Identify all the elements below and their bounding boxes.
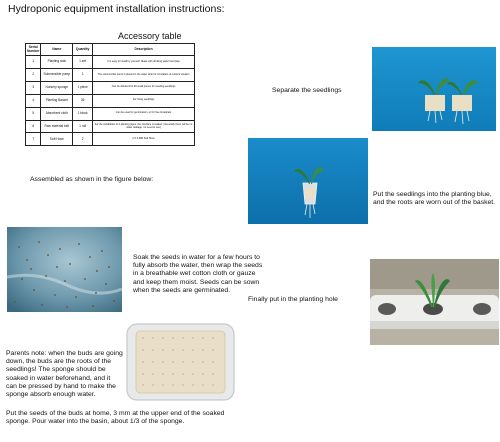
table-cell: 36 — [73, 94, 93, 107]
column-header: Name — [41, 44, 73, 56]
seedling-basket-photo — [248, 138, 368, 224]
table-row — [26, 107, 195, 120]
table-cell: It is easy to install by yourself. Made with drinking water food pipe — [93, 56, 195, 69]
seeds-soaking-photo — [7, 227, 122, 312]
put-seeds-text: Put the seeds of the buds at home, 3 mm at the upper end of the soaked sponge. Pour water into the basin, about 1/3 of the sponge. — [6, 410, 225, 426]
table-cell: 1 block — [73, 107, 93, 120]
table-cell: For fixing seedlings — [93, 94, 195, 107]
table-row — [26, 56, 195, 69]
finally-text: Finally put in the planting hole — [248, 296, 338, 303]
table-row — [26, 94, 195, 107]
separated-seedlings-photo — [372, 47, 496, 131]
separate-text: Separate the seedlings — [272, 87, 342, 94]
table-row — [26, 81, 195, 94]
table-cell: 2 X 0.98ft Soft Hose — [93, 133, 195, 146]
table-cell: 1 roll — [73, 120, 93, 133]
table-cell: 2 — [73, 133, 93, 146]
table-cell: Planting Basket — [41, 94, 73, 107]
parents-note-text: Parents note: when the buds are going down, the buds are the roots of the seedlings! The sponge should be soaked in water beforehand, and it can be pressed by hand to make the sponge absorb enough water. — [6, 350, 123, 399]
sponge-tray-photo — [123, 320, 238, 404]
column-header: Serial Number — [26, 44, 41, 56]
table-header-row — [26, 44, 195, 56]
table-cell: Can be divided into 96 small pieces for seeding seedlings — [93, 81, 195, 94]
table-cell: Planting rack — [41, 56, 73, 69]
table-cell: Can be used for germination, or for free broadcast — [93, 107, 195, 120]
table-cell: Nursery sponge — [41, 81, 73, 94]
column-header: Description — [93, 44, 195, 56]
table-cell: 1 — [73, 69, 93, 82]
page-title: Hydroponic equipment installation instructions: — [8, 3, 225, 15]
table-cell: 6 — [26, 120, 41, 133]
table-cell: 5 — [26, 107, 41, 120]
table-cell: 3 — [26, 81, 41, 94]
column-header: Quantity — [73, 44, 93, 56]
accessory-table-title: Accessory table — [118, 31, 182, 41]
table-row — [26, 133, 195, 146]
table-cell: The submersible pump is placed in the water tank for circulation of nutrient solution — [93, 69, 195, 82]
table-cell: 1 — [26, 56, 41, 69]
soak-text: Soak the seeds in water for a few hours to fully absorb the water, then wrap the seeds in a breathable wet cotton cloth or gauze and keep them moist. Seeds can be sown when the seeds are germinated. — [133, 254, 263, 294]
table-cell: Absorbent cloth — [41, 107, 73, 120]
table-cell: 1 set — [73, 56, 93, 69]
put-seedlings-text: Put the seedlings into the planting blue, and the roots are worn out of the basket. — [373, 191, 496, 207]
table-cell: For the installation of 4 planting pipes, the interface is leaked. (Generally there will be no water leakage, no need to use) — [93, 120, 195, 133]
table-row — [26, 69, 195, 82]
assembled-note: Assembled as shown in the figure below: — [30, 176, 154, 183]
table-cell: 1 piece — [73, 81, 93, 94]
table-cell: Submersible pump — [41, 69, 73, 82]
table-cell: 7 — [26, 133, 41, 146]
table-row — [26, 120, 195, 133]
table-cell: Raw material belt — [41, 120, 73, 133]
accessory-table — [25, 43, 195, 146]
table-cell: 2 — [26, 69, 41, 82]
table-cell: 4 — [26, 94, 41, 107]
table-cell: Soft Hose — [41, 133, 73, 146]
planting-pipe-photo — [370, 259, 499, 345]
